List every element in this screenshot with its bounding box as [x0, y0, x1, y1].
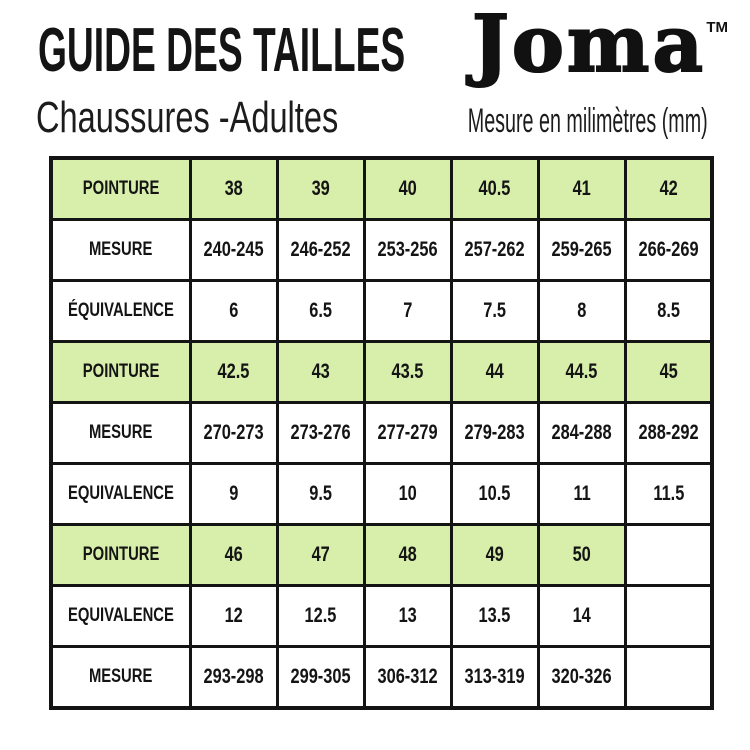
value-cell — [190, 403, 277, 464]
row-label: POINTURE — [82, 361, 160, 382]
value-cell — [451, 464, 538, 525]
table-row-equivalence-2 — [51, 464, 712, 525]
value-cell — [625, 220, 712, 281]
row-label: EQUIVALENCE — [67, 605, 174, 626]
value: 9 — [229, 482, 239, 505]
value: 43 — [311, 360, 330, 383]
value: 42.5 — [217, 360, 250, 383]
value-cell — [625, 403, 712, 464]
value: 46 — [224, 543, 243, 566]
value: 48 — [398, 543, 417, 566]
row-label-cell — [51, 158, 190, 220]
value: 10.5 — [478, 482, 511, 505]
row-label-cell — [51, 525, 190, 586]
value-cell — [364, 281, 451, 342]
value-cell — [190, 281, 277, 342]
value-cell — [538, 220, 625, 281]
value-cell — [538, 525, 625, 586]
value: 6 — [229, 299, 239, 322]
table-row-mesure-1 — [51, 220, 712, 281]
value-cell — [451, 342, 538, 403]
table-row-pointure-3 — [51, 525, 712, 586]
value: 7.5 — [483, 299, 507, 322]
value-cell — [277, 158, 364, 220]
value-cell — [625, 464, 712, 525]
row-label-cell — [51, 342, 190, 403]
value: 320-326 — [551, 665, 612, 688]
row-label: MESURE — [89, 239, 153, 260]
value: 42 — [659, 177, 678, 200]
value: 299-305 — [290, 665, 351, 688]
value: 14 — [572, 604, 591, 627]
value: 12 — [224, 604, 243, 627]
empty-cell — [625, 647, 712, 709]
value-cell — [538, 464, 625, 525]
table-row-mesure-2 — [51, 403, 712, 464]
value-cell — [451, 403, 538, 464]
value-cell — [190, 342, 277, 403]
value: 240-245 — [203, 238, 264, 261]
value-cell — [451, 525, 538, 586]
value-cell — [625, 158, 712, 220]
table-row-pointure-2 — [51, 342, 712, 403]
value-cell — [451, 586, 538, 647]
empty-cell — [625, 525, 712, 586]
value: 45 — [659, 360, 678, 383]
row-label-cell — [51, 220, 190, 281]
table-row-mesure-3 — [51, 647, 712, 709]
value-cell — [190, 158, 277, 220]
value-cell — [451, 158, 538, 220]
value-cell — [277, 647, 364, 709]
value: 6.5 — [309, 299, 333, 322]
value: 11.5 — [653, 482, 685, 505]
value: 257-262 — [464, 238, 525, 261]
value: 12.5 — [304, 604, 337, 627]
value: 8 — [577, 299, 587, 322]
value-cell — [538, 158, 625, 220]
row-label-cell — [51, 464, 190, 525]
value-cell — [277, 342, 364, 403]
value-cell — [277, 525, 364, 586]
row-label-cell — [51, 647, 190, 709]
table-row-equivalence-3 — [51, 586, 712, 647]
value-cell — [538, 281, 625, 342]
value: 7 — [403, 299, 413, 322]
value-cell — [364, 158, 451, 220]
value: 246-252 — [290, 238, 351, 261]
unit-note — [294, 104, 708, 138]
row-label: EQUIVALENCE — [67, 483, 174, 504]
empty-cell — [625, 586, 712, 647]
row-label: MESURE — [89, 666, 153, 687]
value-cell — [277, 220, 364, 281]
size-table — [49, 156, 714, 710]
value-cell — [277, 281, 364, 342]
value: 13 — [398, 604, 417, 627]
value-cell — [364, 342, 451, 403]
joma-logo — [472, 0, 729, 90]
value-cell — [451, 281, 538, 342]
value: 253-256 — [377, 238, 438, 261]
value: 284-288 — [551, 421, 612, 444]
value-cell — [538, 403, 625, 464]
value-cell — [364, 220, 451, 281]
value: 41 — [572, 177, 591, 200]
joma-logo-text: Joma — [472, 0, 707, 90]
value-cell — [190, 464, 277, 525]
value-cell — [190, 220, 277, 281]
value: 44 — [485, 360, 504, 383]
value: 10 — [398, 482, 417, 505]
value-cell — [277, 403, 364, 464]
value-cell — [190, 525, 277, 586]
value-cell — [364, 647, 451, 709]
value-cell — [190, 647, 277, 709]
value-cell — [364, 403, 451, 464]
value: 279-283 — [464, 421, 525, 444]
value: 288-292 — [638, 421, 699, 444]
unit-note-text: Mesure en milimètres (mm) — [468, 102, 708, 140]
value: 50 — [572, 543, 591, 566]
row-label-cell — [51, 586, 190, 647]
value: 40 — [398, 177, 417, 200]
value: 270-273 — [203, 421, 264, 444]
value-cell — [538, 647, 625, 709]
value: 44.5 — [565, 360, 598, 383]
value: 8.5 — [657, 299, 680, 322]
value-cell — [451, 647, 538, 709]
row-label: POINTURE — [82, 544, 160, 565]
value-cell — [277, 586, 364, 647]
value-cell — [364, 586, 451, 647]
row-label-cell — [51, 403, 190, 464]
table-row-equivalence-1 — [51, 281, 712, 342]
value-cell — [538, 342, 625, 403]
value: 9.5 — [309, 482, 333, 505]
value: 40.5 — [478, 177, 511, 200]
row-label: POINTURE — [82, 178, 160, 199]
table-row-pointure-1 — [51, 158, 712, 220]
row-label-cell — [51, 281, 190, 342]
value-cell — [625, 342, 712, 403]
value: 38 — [224, 177, 243, 200]
value: 49 — [485, 543, 504, 566]
value: 47 — [311, 543, 330, 566]
value-cell — [451, 220, 538, 281]
value-cell — [277, 464, 364, 525]
value-cell — [190, 586, 277, 647]
value: 277-279 — [377, 421, 438, 444]
row-label: MESURE — [89, 422, 153, 443]
row-label: ÉQUIVALENCE — [67, 300, 174, 321]
value: 11 — [573, 482, 591, 505]
value: 13.5 — [478, 604, 511, 627]
trademark-symbol: TM — [706, 19, 729, 36]
value-cell — [364, 464, 451, 525]
value-cell — [538, 586, 625, 647]
value: 293-298 — [203, 665, 264, 688]
category-subtitle-text: Chaussures -Adultes — [36, 93, 339, 142]
value: 306-312 — [377, 665, 438, 688]
value: 43.5 — [391, 360, 424, 383]
value-cell — [364, 525, 451, 586]
value: 313-319 — [464, 665, 525, 688]
value: 273-276 — [290, 421, 351, 444]
value: 39 — [311, 177, 330, 200]
page-title-text: GUIDE DES TAILLES — [38, 16, 406, 85]
value-cell — [625, 281, 712, 342]
value: 266-269 — [638, 238, 699, 261]
value: 259-265 — [551, 238, 612, 261]
